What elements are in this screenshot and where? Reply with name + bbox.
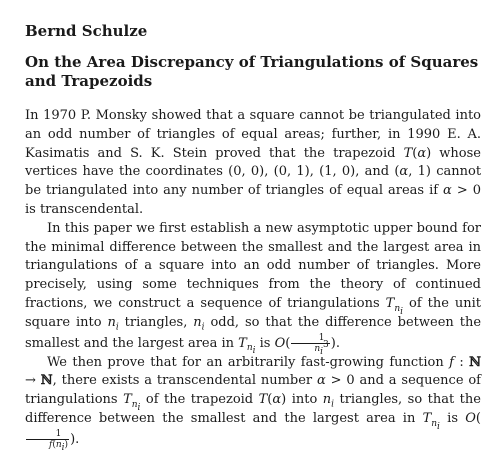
math-big-O-f-ni: O( $\frac{1}{f(n_i)}$ ) <box>25 411 481 447</box>
math-ni-odd: $n_i$ <box>193 314 205 333</box>
math-naturals: ℕ <box>469 354 481 370</box>
abstract-paragraph-2: In this paper we first establish a new asymptotic upper bound for the minimal difference between the smallest and the largest area in triangulations of a square into an odd number of triangles. More precisely, using some techniques from the theory of continued fractions, we construct a sequence of triangulations $T_{n_i}$ of the unit square into $n_i$ triangles, $n_i$ odd, so that the difference between the smallest and the largest area in $T_{n_i}$ is O( $\frac{1}{n_i^3}$ ). <box>25 220 482 357</box>
abstract-paragraph-3: We then prove that for an arbitrarily fast-growing function f : ℕ → ℕ, there exists a transcendental number α > 0 and a sequence of triangulations $T_{n_i}$ of the trapezoid T(α) into $n_i$ triangles, so that the difference between the smallest and the largest area in $T_{n_i}$ is O( $\frac{1}{f(n_i)}$ ). <box>25 354 481 453</box>
abstract-paragraph-1: In 1970 P. Monsky showed that a square cannot be triangulated into an odd number of triangles of equal areas; further, in 1990 E. A. Kasimatis and S. K. Stein proved that the trapezoid T(α) whose vertices have the coordinates (0, 0), (0, 1), (1, 0), and (α, 1) cannot be triangulated into any number of triangles of equal areas if α > 0 is transcendental. <box>25 108 482 217</box>
math-f: f <box>449 354 454 370</box>
abstract <box>25 107 482 453</box>
math-T-ni: $T_{n_i}$ <box>385 295 404 317</box>
math-naturals-2: ℕ <box>40 373 53 389</box>
math-T-alpha-2: T(α) <box>258 392 287 408</box>
math-ni-2: $n_i$ <box>322 392 335 410</box>
math-T-alpha: T(α) <box>403 145 432 161</box>
paper-page <box>25 22 482 453</box>
fraction-one-over-f-ni: $\frac{1}{f(n_i)}$ <box>26 429 69 450</box>
paper-title: On the Area Discrepancy of Triangulations of Squares and Trapezoids <box>25 53 479 90</box>
fraction-one-over-ni-cubed: $\frac{1}{n_i^3}$ <box>291 333 329 354</box>
math-T-ni-3: $T_{n_i}$ <box>123 392 141 413</box>
math-T-ni-4: $T_{n_i}$ <box>422 410 440 432</box>
math-ni: $n_i$ <box>107 314 119 333</box>
math-T-ni-2: $T_{n_i}$ <box>238 335 256 356</box>
math-big-O-ni-cubed: O( $\frac{1}{n_i^3}$ ) <box>274 332 336 357</box>
author-name: Bernd Schulze <box>25 22 148 40</box>
